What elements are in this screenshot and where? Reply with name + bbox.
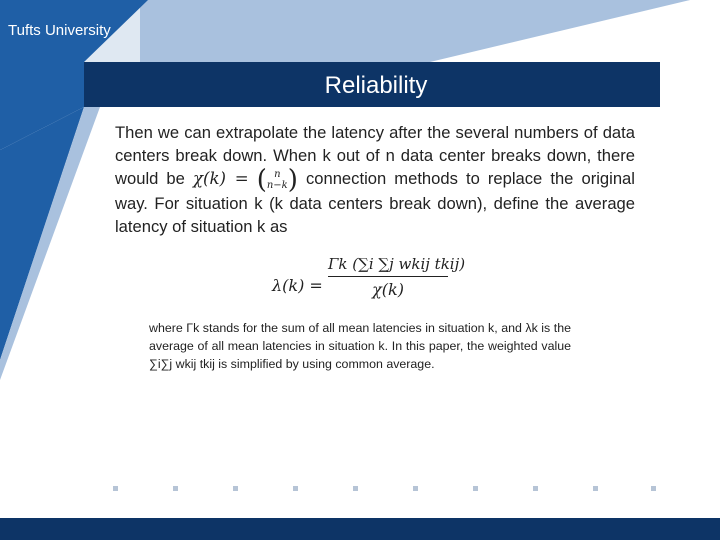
dot [413, 486, 418, 491]
binomial-coefficient: ( n n−k) [256, 164, 298, 195]
footer-bar [0, 518, 720, 540]
dot [293, 486, 298, 491]
formula-fraction [328, 255, 466, 299]
paragraph-tail: connection methods to replace the original way. For situation k (k data centers break down), define the average latency of situation k as [115, 169, 635, 236]
dot [113, 486, 118, 491]
paragraph-text: Then we can extrapolate the latency after the several numbers of data centers break down. When k out of n data center breaks down, there would be [115, 123, 635, 188]
dot [651, 486, 656, 491]
binom-bottom: n−k [266, 180, 288, 192]
chi-expression: χ(k) = [192, 169, 249, 188]
formula-numerator: Γk (∑i ∑j wkij tkij) [328, 255, 466, 273]
formula-lhs: λ(k) = [272, 276, 323, 295]
body-paragraph [115, 121, 635, 238]
dot [173, 486, 178, 491]
slide-title: Reliability [324, 72, 428, 99]
dot [533, 486, 538, 491]
dot [353, 486, 358, 491]
fraction-bar [328, 276, 448, 277]
note-text: where Γk stands for the sum of all mean latencies in situation k, and λk is the average of all mean latencies in situation k. In this paper, the weighted value ∑i∑j wkij tkij is simplified by using common average. [149, 321, 571, 371]
dot [233, 486, 238, 491]
explanatory-note [149, 319, 571, 373]
dot [473, 486, 478, 491]
formula-denominator: χ(k) [372, 280, 404, 299]
university-label: Tufts University [8, 22, 111, 39]
binom-top: n [274, 169, 281, 181]
dot [593, 486, 598, 491]
